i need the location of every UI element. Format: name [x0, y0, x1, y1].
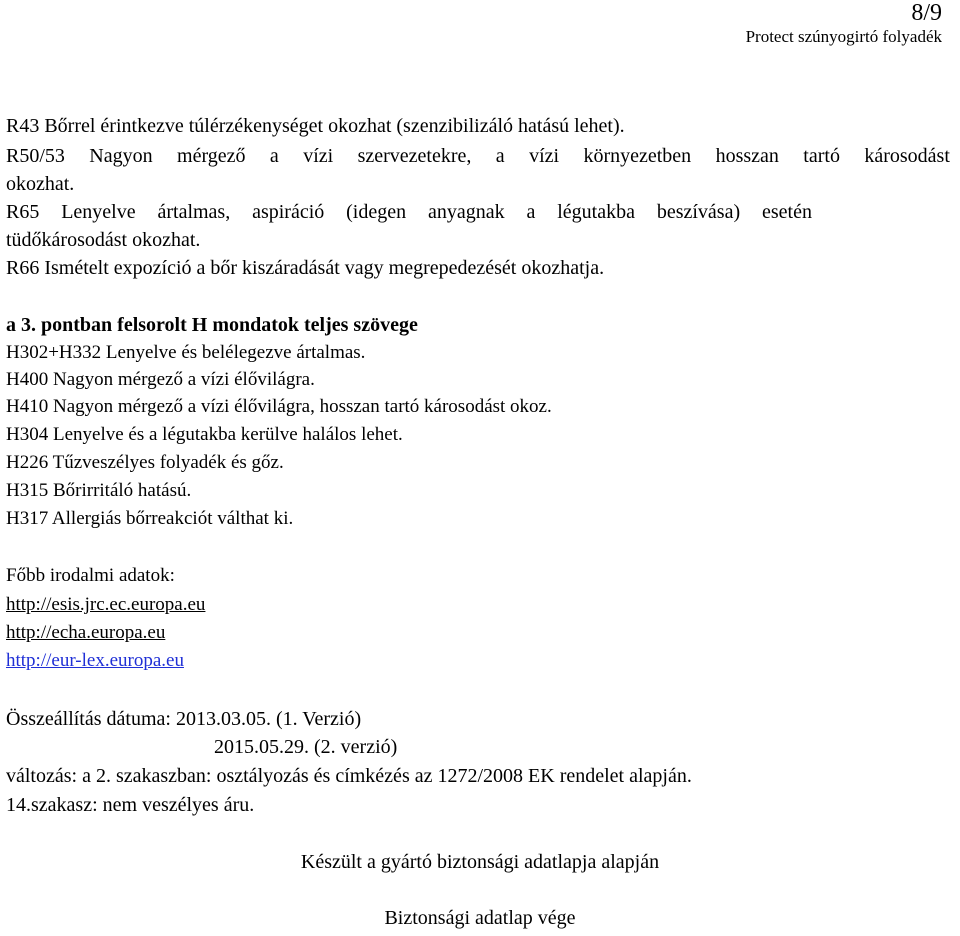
justified-word: mérgező: [177, 145, 246, 167]
end-note: Biztonsági adatlap vége: [384, 907, 576, 929]
source-note: Készült a gyártó biztonsági adatlapja alapján: [300, 851, 660, 873]
compiled-date: Összeállítás dátuma: 2013.03.05. (1. Verzió): [6, 708, 362, 730]
r66-phrase: R66 Ismételt expozíció a bőr kiszáradását vagy megrepedezését okozhatja.: [6, 257, 605, 279]
justified-word: vízi: [529, 145, 560, 167]
h-phrase-item: H317 Allergiás bőrreakciót válthat ki.: [6, 508, 294, 529]
justified-word: esetén: [761, 201, 812, 223]
r50-53-phrase-line2: okozhat.: [6, 173, 75, 195]
literature-heading: Főbb irodalmi adatok:: [6, 565, 175, 586]
link-echa[interactable]: http://echa.europa.eu: [6, 622, 166, 643]
r43-phrase: R43 Bőrrel érintkezve túlérzékenységet okozhat (szenzibilizáló hatású lehet).: [6, 115, 625, 137]
page-number: 8/9: [911, 0, 942, 26]
justified-word: (idegen: [346, 201, 407, 223]
revised-date: 2015.05.29. (2. verzió): [214, 736, 398, 758]
justified-word: tartó: [803, 145, 840, 167]
running-title: Protect szúnyogirtó folyadék: [745, 27, 942, 46]
justified-word: károsodást: [864, 145, 950, 167]
justified-word: beszívása): [656, 201, 741, 223]
h-phrase-item: H400 Nagyon mérgező a vízi élővilágra.: [6, 369, 315, 390]
h-phrase-item: H315 Bőrirritáló hatású.: [6, 480, 192, 501]
h-phrase-item: H302+H332 Lenyelve és belélegezve ártalmas.: [6, 342, 366, 363]
justified-word: Lenyelve: [61, 201, 136, 223]
r65-phrase-line1: [6, 200, 812, 224]
justified-word: a: [495, 145, 505, 167]
justified-word: légutakba: [557, 201, 635, 223]
link-eur-lex[interactable]: http://eur-lex.europa.eu: [6, 650, 184, 671]
justified-word: aspiráció: [252, 201, 325, 223]
h-phrase-item: H226 Tűzveszélyes folyadék és gőz.: [6, 452, 284, 473]
justified-word: szervezetekre,: [357, 145, 472, 167]
h-phrase-item: H304 Lenyelve és a légutakba kerülve halálos lehet.: [6, 424, 403, 445]
section14-note: 14.szakasz: nem veszélyes áru.: [6, 794, 255, 816]
justified-word: környezetben: [583, 145, 692, 167]
h-phrase-item: H410 Nagyon mérgező a vízi élővilágra, hosszan tartó károsodást okoz.: [6, 396, 552, 417]
justified-word: a: [269, 145, 279, 167]
justified-word: anyagnak: [427, 201, 505, 223]
justified-word: a: [526, 201, 536, 223]
justified-word: vízi: [303, 145, 334, 167]
change-note: változás: a 2. szakaszban: osztályozás és címkézés az 1272/2008 EK rendelet alapján.: [6, 765, 692, 787]
justified-word: R50/53: [6, 145, 65, 167]
link-esis[interactable]: http://esis.jrc.ec.europa.eu: [6, 594, 206, 615]
r50-53-phrase-line1: [6, 144, 950, 168]
r65-phrase-line2: tüdőkárosodást okozhat.: [6, 229, 201, 251]
justified-word: R65: [6, 201, 40, 223]
h-section-heading: a 3. pontban felsorolt H mondatok teljes szövege: [6, 314, 418, 336]
justified-word: hosszan: [715, 145, 779, 167]
justified-word: ártalmas,: [157, 201, 231, 223]
justified-word: Nagyon: [89, 145, 153, 167]
